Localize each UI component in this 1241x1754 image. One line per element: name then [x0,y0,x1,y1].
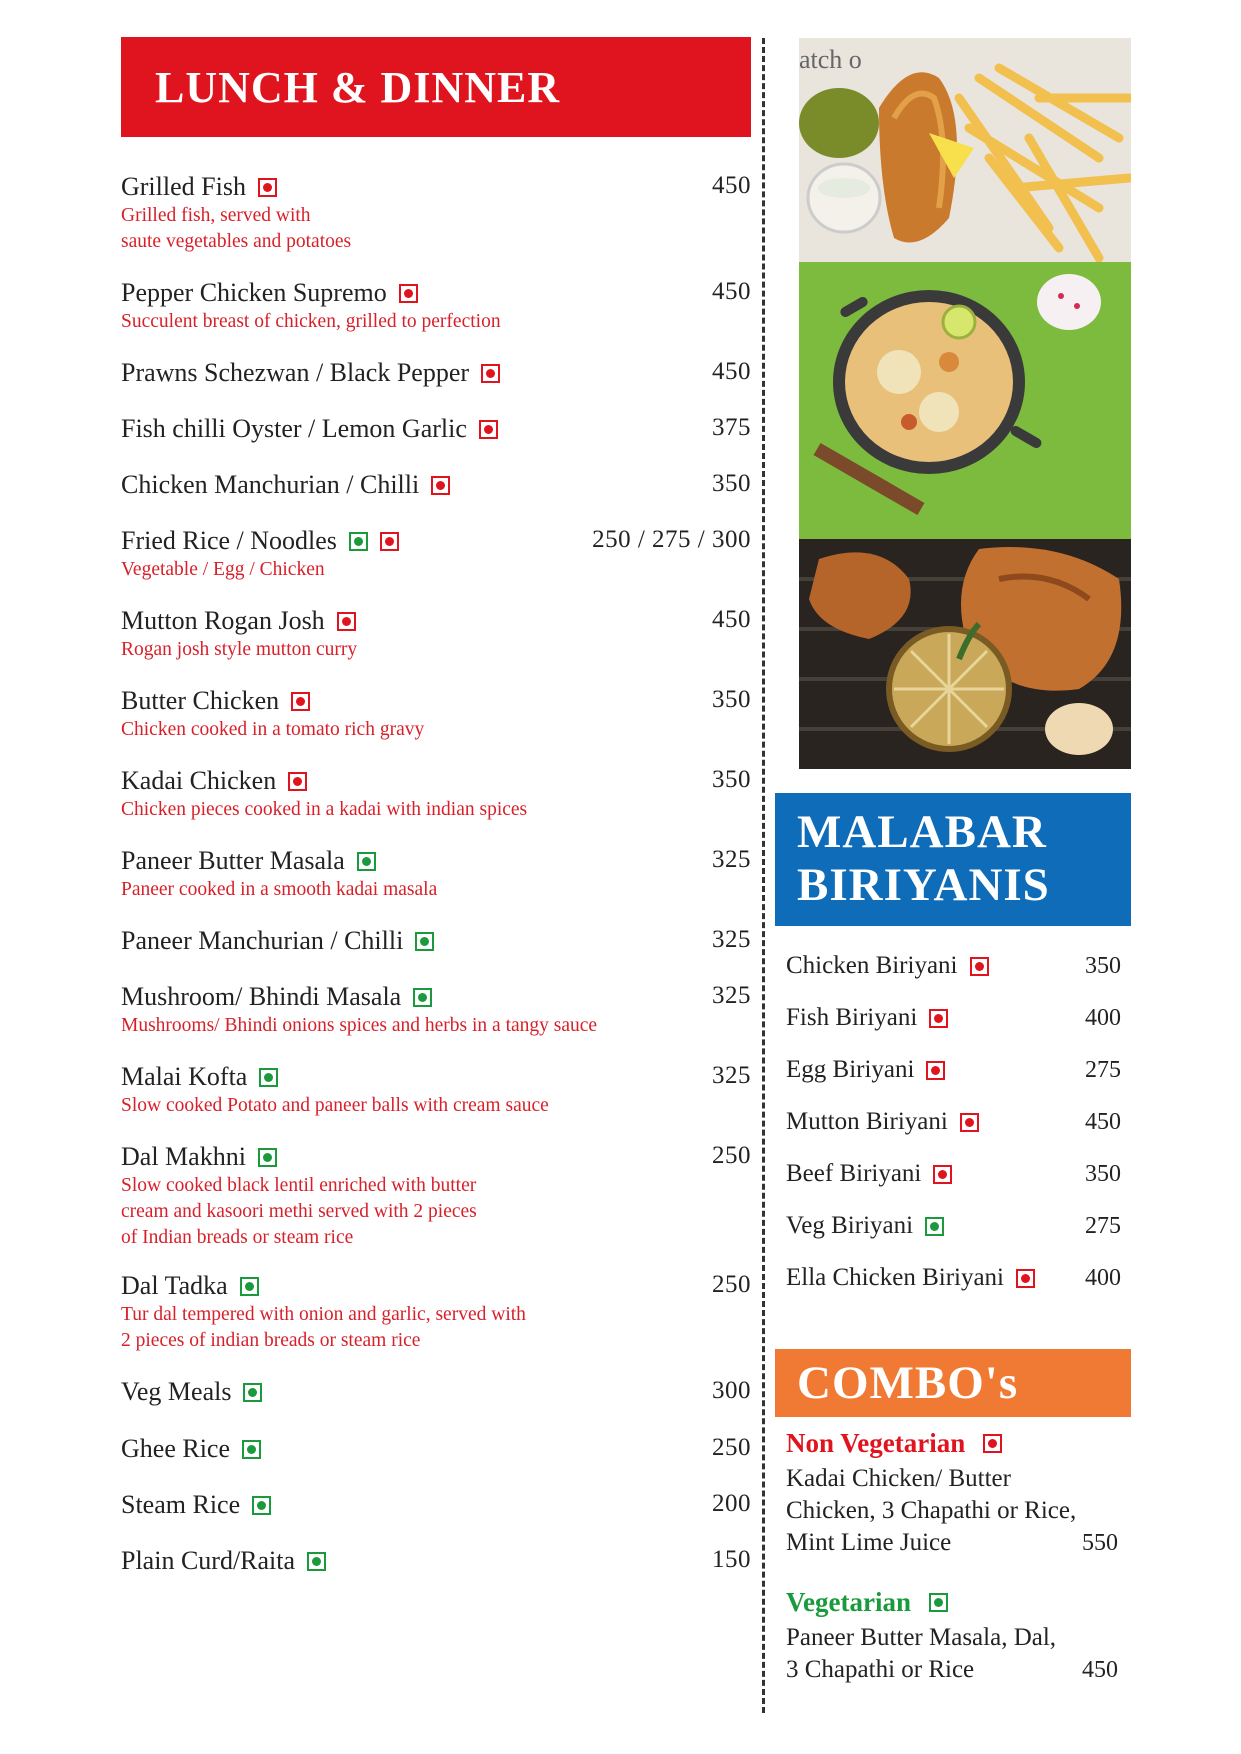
menu-item [121,1062,751,1118]
biriyani-item-title: Chicken Biriyani [786,952,958,979]
menu-item-name [121,846,376,876]
menu-item-description: Chicken cooked in a tomato rich gravy [121,719,425,740]
menu-item-row [121,470,751,500]
non-veg-mark-icon [926,1061,945,1080]
malabar-title-line1: MALABAR [797,806,1047,858]
menu-item-title: Kadai Chicken [121,766,277,795]
menu-item-description: Grilled fish, served with [121,205,311,226]
menu-item-price: 200 [712,1490,751,1517]
combo-non-veg [786,1428,1121,1559]
menu-item [121,926,751,956]
menu-item [121,686,751,742]
biriyani-item-price: 400 [1085,1004,1121,1031]
menu-item-name [121,982,432,1012]
menu-item-title: Veg Meals [121,1377,232,1406]
menu-item [121,358,751,388]
veg-mark-icon [259,1068,278,1087]
non-veg-mark-icon [431,476,450,495]
combo-veg-heading [786,1587,1121,1618]
menu-item-price: 250 [712,1271,751,1298]
combo-non-veg-title: Non Vegetarian [786,1428,966,1458]
menu-item-price: 300 [712,1377,751,1404]
menu-item-name [121,526,399,556]
veg-mark-icon [929,1593,948,1612]
menu-item-price: 250 [712,1434,751,1461]
combos-title: COMBO's [797,1357,1019,1409]
biriyani-item-name [786,1004,948,1032]
non-veg-mark-icon [983,1434,1002,1453]
biriyani-item-price: 350 [1085,952,1121,979]
malabar-title-line2: BIRIYANIS [797,859,1050,911]
menu-item-row [121,846,751,876]
biriyani-image [799,262,1131,539]
non-veg-mark-icon [970,957,989,976]
menu-item-description: Succulent breast of chicken, grilled to perfection [121,311,501,332]
menu-item-title: Chicken Manchurian / Chilli [121,470,420,499]
menu-item-price: 450 [712,606,751,633]
menu-item-row [121,766,751,796]
menu-item-description: Tur dal tempered with onion and garlic, served with [121,1304,526,1325]
non-veg-mark-icon [481,364,500,383]
veg-mark-icon [415,932,434,951]
menu-item-row [121,606,751,636]
biriyani-photo [799,262,1131,539]
menu-item-row [121,358,751,388]
combo-non-veg-description [786,1463,1121,1559]
menu-item-description: cream and kasoori methi served with 2 pieces [121,1201,477,1222]
biriyani-item-price: 350 [1085,1160,1121,1187]
menu-item-price: 375 [712,414,751,441]
menu-item [121,278,751,334]
menu-item-price: 325 [712,1062,751,1089]
combo-non-veg-price: 550 [1082,1530,1118,1556]
menu-item-price: 325 [712,982,751,1009]
menu-item-name [121,766,307,796]
menu-item [121,1271,751,1353]
menu-item-title: Fried Rice / Noodles [121,526,337,555]
biriyani-item-title: Ella Chicken Biriyani [786,1264,1005,1291]
biriyani-item [786,1160,1121,1188]
menu-item-title: Grilled Fish [121,172,246,201]
biriyani-item-title: Egg Biriyani [786,1056,915,1083]
menu-item-row [121,172,751,202]
menu-item-name [121,1271,259,1301]
menu-item-price: 325 [712,926,751,953]
menu-item-row [121,414,751,444]
menu-item-price: 325 [712,846,751,873]
veg-mark-icon [240,1277,259,1296]
veg-mark-icon [925,1217,944,1236]
menu-item [121,982,751,1038]
menu-item-price: 350 [712,686,751,713]
non-veg-mark-icon [479,420,498,439]
biriyani-item-name [786,1264,1035,1292]
fish-and-chips-image [799,38,1131,262]
menu-item [121,1377,751,1407]
menu-item-name [121,1434,261,1464]
biriyani-item [786,1212,1121,1240]
menu-item-row [121,526,751,556]
menu-item-row [121,278,751,308]
menu-item-name [121,1377,262,1407]
menu-item-name [121,606,356,636]
non-veg-mark-icon [1016,1269,1035,1288]
veg-mark-icon [252,1496,271,1515]
non-veg-mark-icon [960,1113,979,1132]
menu-item-row [121,1490,751,1520]
menu-item-title: Dal Makhni [121,1142,246,1171]
menu-item-row [121,1377,751,1407]
menu-item-price: 150 [712,1546,751,1573]
grilled-chicken-photo [799,539,1131,769]
biriyani-item-name [786,1108,979,1136]
veg-mark-icon [243,1383,262,1402]
menu-item-title: Mushroom/ Bhindi Masala [121,982,402,1011]
biriyani-item-price: 275 [1085,1056,1121,1083]
biriyani-item-title: Fish Biriyani [786,1004,918,1031]
biriyani-item-price: 400 [1085,1264,1121,1291]
non-veg-mark-icon [399,284,418,303]
biriyani-item [786,1108,1121,1136]
menu-item-name [121,686,310,716]
fish-and-chips-photo [799,38,1131,262]
menu-item-title: Mutton Rogan Josh [121,606,325,635]
menu-item-description: Slow cooked Potato and paneer balls with cream sauce [121,1095,549,1116]
menu-item-title: Malai Kofta [121,1062,248,1091]
non-veg-mark-icon [337,612,356,631]
menu-item-title: Pepper Chicken Supremo [121,278,387,307]
menu-item-price: 350 [712,766,751,793]
menu-item-title: Butter Chicken [121,686,280,715]
menu-item-name [121,414,498,444]
menu-item-row [121,686,751,716]
veg-mark-icon [307,1552,326,1571]
non-veg-mark-icon [288,772,307,791]
combo-non-veg-line: Chicken, 3 Chapathi or Rice, [786,1497,1077,1524]
biriyani-item-price: 275 [1085,1212,1121,1239]
menu-item-description: Paneer cooked in a smooth kadai masala [121,879,438,900]
combos-banner [775,1349,1131,1417]
non-veg-mark-icon [258,178,277,197]
menu-item-name [121,470,450,500]
menu-item [121,1546,751,1576]
menu-item [121,846,751,902]
biriyani-item-name [786,1212,944,1240]
menu-item-name [121,1142,277,1172]
menu-item-row [121,1434,751,1464]
veg-mark-icon [349,532,368,551]
biriyani-item-title: Mutton Biriyani [786,1108,948,1135]
menu-item [121,414,751,444]
lunch-dinner-banner [121,37,751,137]
combo-veg-price: 450 [1082,1657,1118,1683]
menu-item-price: 450 [712,358,751,385]
menu-item-row [121,1546,751,1576]
menu-item-title: Prawns Schezwan / Black Pepper [121,358,470,387]
combo-non-veg-heading [786,1428,1121,1459]
menu-item-name [121,278,418,308]
menu-item-description: saute vegetables and potatoes [121,231,352,252]
menu-item-row [121,982,751,1012]
menu-item-title: Steam Rice [121,1490,241,1519]
menu-item-description: Mushrooms/ Bhindi onions spices and herbs in a tangy sauce [121,1015,598,1036]
combo-veg-line: Paneer Butter Masala, Dal, [786,1624,1057,1651]
biriyani-item [786,1264,1121,1292]
menu-item-name [121,1062,278,1092]
veg-mark-icon [258,1148,277,1167]
biriyani-item-name [786,1160,952,1188]
combo-veg-line: 3 Chapathi or Rice [786,1656,975,1683]
biriyani-item-name [786,952,989,980]
menu-item-name [121,172,277,202]
menu-item-name [121,358,500,388]
malabar-biriyanis-banner [775,793,1131,926]
column-divider [762,38,765,1713]
menu-item-row [121,1142,751,1172]
biriyani-item-price: 450 [1085,1108,1121,1135]
menu-item [121,1142,751,1250]
veg-mark-icon [242,1440,261,1459]
menu-item-price: 450 [712,278,751,305]
menu-item [121,172,751,254]
menu-item [121,1434,751,1464]
biriyani-item [786,952,1121,980]
menu-item-description: 2 pieces of indian breads or steam rice [121,1330,421,1351]
menu-item-description: Rogan josh style mutton curry [121,639,358,660]
non-veg-mark-icon [291,692,310,711]
biriyani-item [786,1056,1121,1084]
combo-non-veg-line: Kadai Chicken/ Butter [786,1465,1011,1492]
combo-non-veg-line: Mint Lime Juice [786,1529,952,1556]
menu-item-name [121,1546,326,1576]
veg-mark-icon [357,852,376,871]
menu-item-title: Dal Tadka [121,1271,228,1300]
menu-item [121,1490,751,1520]
menu-item-title: Plain Curd/Raita [121,1546,296,1575]
combo-veg-title: Vegetarian [786,1587,911,1617]
menu-item [121,526,751,582]
menu-item-price: 250 [712,1142,751,1169]
menu-item-name [121,926,434,956]
menu-item-title: Fish chilli Oyster / Lemon Garlic [121,414,467,443]
menu-item-description: Slow cooked black lentil enriched with butter [121,1175,477,1196]
combo-veg-description [786,1622,1121,1686]
biriyani-item-title: Veg Biriyani [786,1212,914,1239]
menu-item-row [121,1271,751,1301]
biriyani-item-name [786,1056,945,1084]
menu-item-name [121,1490,271,1520]
menu-item-description: of Indian breads or steam rice [121,1227,354,1248]
biriyani-item [786,1004,1121,1032]
grilled-chicken-image [799,539,1131,769]
lunch-dinner-title: LUNCH & DINNER [155,62,561,112]
menu-item-title: Ghee Rice [121,1434,231,1463]
menu-item-description: Vegetable / Egg / Chicken [121,559,325,580]
non-veg-mark-icon [929,1009,948,1028]
menu-item [121,606,751,662]
veg-mark-icon [413,988,432,1007]
menu-item-title: Paneer Manchurian / Chilli [121,926,404,955]
biriyani-item-title: Beef Biriyani [786,1160,922,1187]
menu-item [121,470,751,500]
non-veg-mark-icon [933,1165,952,1184]
menu-item-row [121,1062,751,1092]
menu-item-price: 250 / 275 / 300 [592,526,751,553]
non-veg-mark-icon [380,532,399,551]
newspaper-caption: atch o [799,45,862,74]
menu-item-price: 450 [712,172,751,199]
combo-veg [786,1587,1121,1686]
menu-item-title: Paneer Butter Masala [121,846,345,875]
menu-item [121,766,751,822]
menu-item-description: Chicken pieces cooked in a kadai with indian spices [121,799,528,820]
menu-item-row [121,926,751,956]
menu-item-price: 350 [712,470,751,497]
